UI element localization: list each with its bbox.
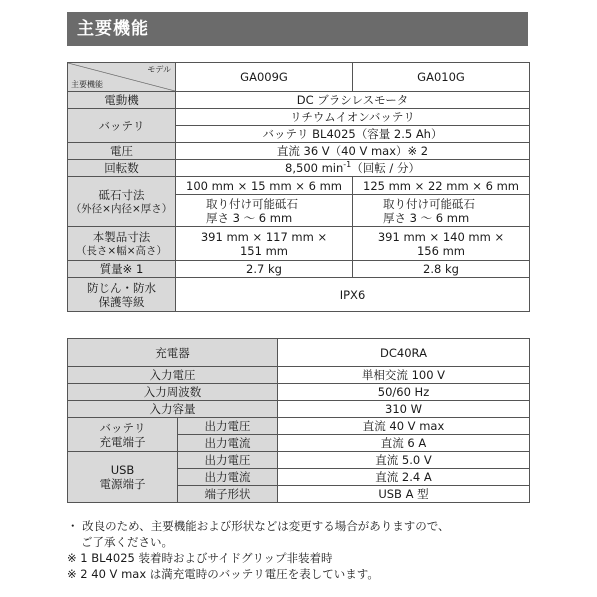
- model-header-ga010g: GA010G: [353, 63, 530, 92]
- charger-table: [67, 338, 530, 503]
- model-header-ga009g: GA009G: [176, 63, 353, 92]
- charger-label: 充電器: [68, 339, 278, 367]
- input-frequency-label: 入力周波数: [68, 384, 278, 401]
- usb-out-current-label: 出力電流: [178, 469, 278, 486]
- mass-label: 質量※ 1: [68, 261, 176, 278]
- dims-ga010g-line1: 391 mm × 140 mm ×: [377, 229, 505, 244]
- notes: [67, 518, 537, 582]
- battery-type: リチウムイオンバッテリ: [176, 109, 530, 126]
- wheel-note-ga009g: [176, 195, 353, 227]
- battery-out-voltage-label: 出力電圧: [178, 418, 278, 435]
- dims-ga009g-line1: 391 mm × 117 mm ×: [200, 229, 328, 244]
- rpm-label: 回転数: [68, 160, 176, 177]
- usb-out-voltage-label: 出力電圧: [178, 452, 278, 469]
- dims-ga010g-line2: 156 mm: [416, 243, 465, 258]
- dims-ga009g: [176, 227, 353, 261]
- corner-cell: [68, 63, 176, 92]
- ip-label-line1: 防じん・防水: [87, 280, 156, 295]
- mass-ga009g: 2.7 kg: [176, 261, 353, 278]
- charger-model: DC40RA: [278, 339, 530, 367]
- rpm-unit: （回転 / 分）: [351, 161, 420, 175]
- usb-out-voltage-value: 直流 5.0 V: [278, 452, 530, 469]
- rpm-value: [176, 160, 530, 177]
- battery-out-current-label: 出力電流: [178, 435, 278, 452]
- battery-label: バッテリ: [68, 109, 176, 143]
- input-frequency-value: 50/60 Hz: [278, 384, 530, 401]
- dims-ga010g: [353, 227, 530, 261]
- battery-terminal-label-line1: バッテリ: [99, 420, 146, 435]
- dims-label: [68, 227, 176, 261]
- note-improvement-cont: ご了承ください。: [81, 535, 173, 549]
- usb-terminal-label: [68, 452, 178, 503]
- section-title: 主要機能: [67, 12, 528, 46]
- dims-label-line1: 本製品寸法: [92, 229, 151, 244]
- input-voltage-label: 入力電圧: [68, 367, 278, 384]
- wheel-note-ga010g-line2: 厚さ 3 ～ 6 mm: [383, 210, 470, 225]
- input-capacity-label: 入力容量: [68, 401, 278, 418]
- corner-feature-label: 主要機能: [71, 80, 103, 89]
- usb-shape-label: 端子形状: [178, 486, 278, 503]
- dims-ga009g-line2: 151 mm: [239, 243, 288, 258]
- input-capacity-value: 310 W: [278, 401, 530, 418]
- battery-terminal-label: [68, 418, 178, 452]
- wheel-size-ga010g: 125 mm × 22 mm × 6 mm: [353, 177, 530, 195]
- rpm-number: 8,500 min: [285, 161, 344, 175]
- wheel-note-ga009g-line2: 厚さ 3 ～ 6 mm: [206, 210, 293, 225]
- voltage-value: 直流 36 V（40 V max）※ 2: [176, 143, 530, 160]
- input-voltage-value: 単相交流 100 V: [278, 367, 530, 384]
- rpm-exponent: -1: [343, 160, 352, 170]
- motor-label: 電動機: [68, 92, 176, 109]
- battery-terminal-label-line2: 充電端子: [99, 434, 146, 449]
- note-2: ※ 2 40 V max は満充電時のバッテリ電圧を表しています。: [67, 567, 379, 581]
- usb-shape-value: USB A 型: [278, 486, 530, 503]
- ip-label: [68, 278, 176, 312]
- wheel-label: [68, 177, 176, 227]
- ip-label-line2: 保護等級: [98, 294, 145, 309]
- voltage-label: 電圧: [68, 143, 176, 160]
- wheel-label-line1: 砥石寸法: [98, 187, 145, 202]
- ip-value: IPX6: [176, 278, 530, 312]
- motor-value: DC ブラシレスモータ: [176, 92, 530, 109]
- mass-ga010g: 2.8 kg: [353, 261, 530, 278]
- wheel-note-ga009g-line1: 取り付け可能砥石: [206, 196, 298, 211]
- corner-model-label: モデル: [147, 65, 171, 74]
- usb-out-current-value: 直流 2.4 A: [278, 469, 530, 486]
- wheel-note-ga010g-line1: 取り付け可能砥石: [383, 196, 475, 211]
- note-1: ※ 1 BL4025 装着時およびサイドグリップ非装着時: [67, 551, 333, 565]
- dims-label-line2: （長さ×幅×高さ）: [75, 244, 168, 257]
- battery-out-voltage-value: 直流 40 V max: [278, 418, 530, 435]
- battery-out-current-value: 直流 6 A: [278, 435, 530, 452]
- note-improvement: ・ 改良のため、主要機能および形状などは変更する場合がありますので、: [67, 519, 450, 533]
- wheel-note-ga010g: [353, 195, 530, 227]
- spec-table: [67, 62, 530, 312]
- wheel-size-ga009g: 100 mm × 15 mm × 6 mm: [176, 177, 353, 195]
- wheel-label-line2: （外径×内径×厚さ）: [70, 202, 173, 215]
- usb-terminal-label-line2: 電源端子: [99, 477, 146, 491]
- usb-terminal-label-line1: USB: [110, 463, 135, 477]
- battery-model: バッテリ BL4025（容量 2.5 Ah）: [176, 126, 530, 143]
